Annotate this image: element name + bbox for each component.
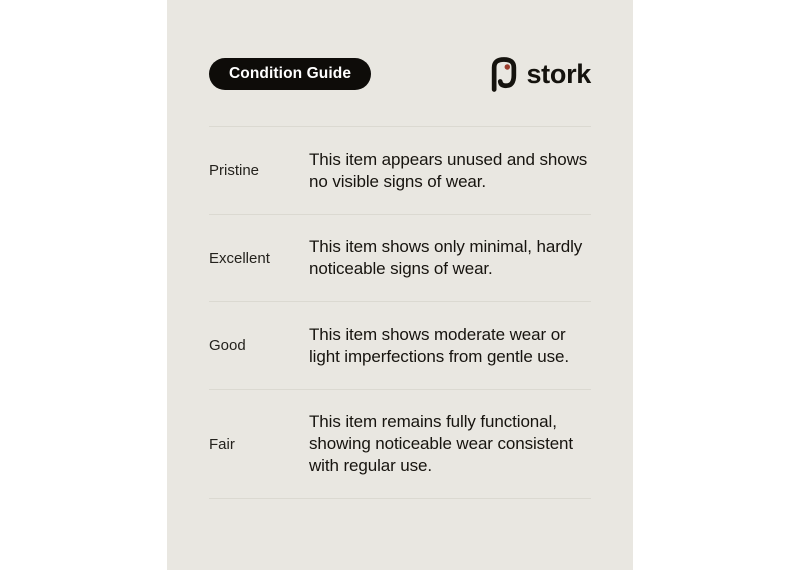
- condition-description: This item appears unused and shows no visible signs of wear.: [309, 149, 588, 191]
- brand-logo: [489, 56, 591, 92]
- condition-table: [209, 126, 591, 499]
- card-header: [209, 57, 591, 91]
- condition-label: Good: [209, 337, 246, 354]
- condition-row-excellent: [209, 214, 591, 302]
- condition-description: This item remains fully functional, showing noticeable wear consistent with regular use.: [309, 412, 574, 475]
- condition-label: Pristine: [209, 162, 260, 179]
- condition-description: This item shows moderate wear or light imperfections from gentle use.: [309, 324, 570, 366]
- condition-row-pristine: [209, 126, 591, 214]
- condition-label: Excellent: [209, 249, 270, 267]
- condition-description: This item shows only minimal, hardly noticeable signs of wear.: [309, 237, 583, 278]
- condition-guide-card: [167, 0, 633, 570]
- condition-row-fair: [209, 389, 591, 500]
- stork-logo-icon: [489, 56, 519, 92]
- brand-wordmark: stork: [526, 58, 591, 89]
- condition-row-good: [209, 301, 591, 389]
- condition-label: Fair: [209, 435, 235, 453]
- condition-guide-badge: Condition Guide: [209, 58, 371, 90]
